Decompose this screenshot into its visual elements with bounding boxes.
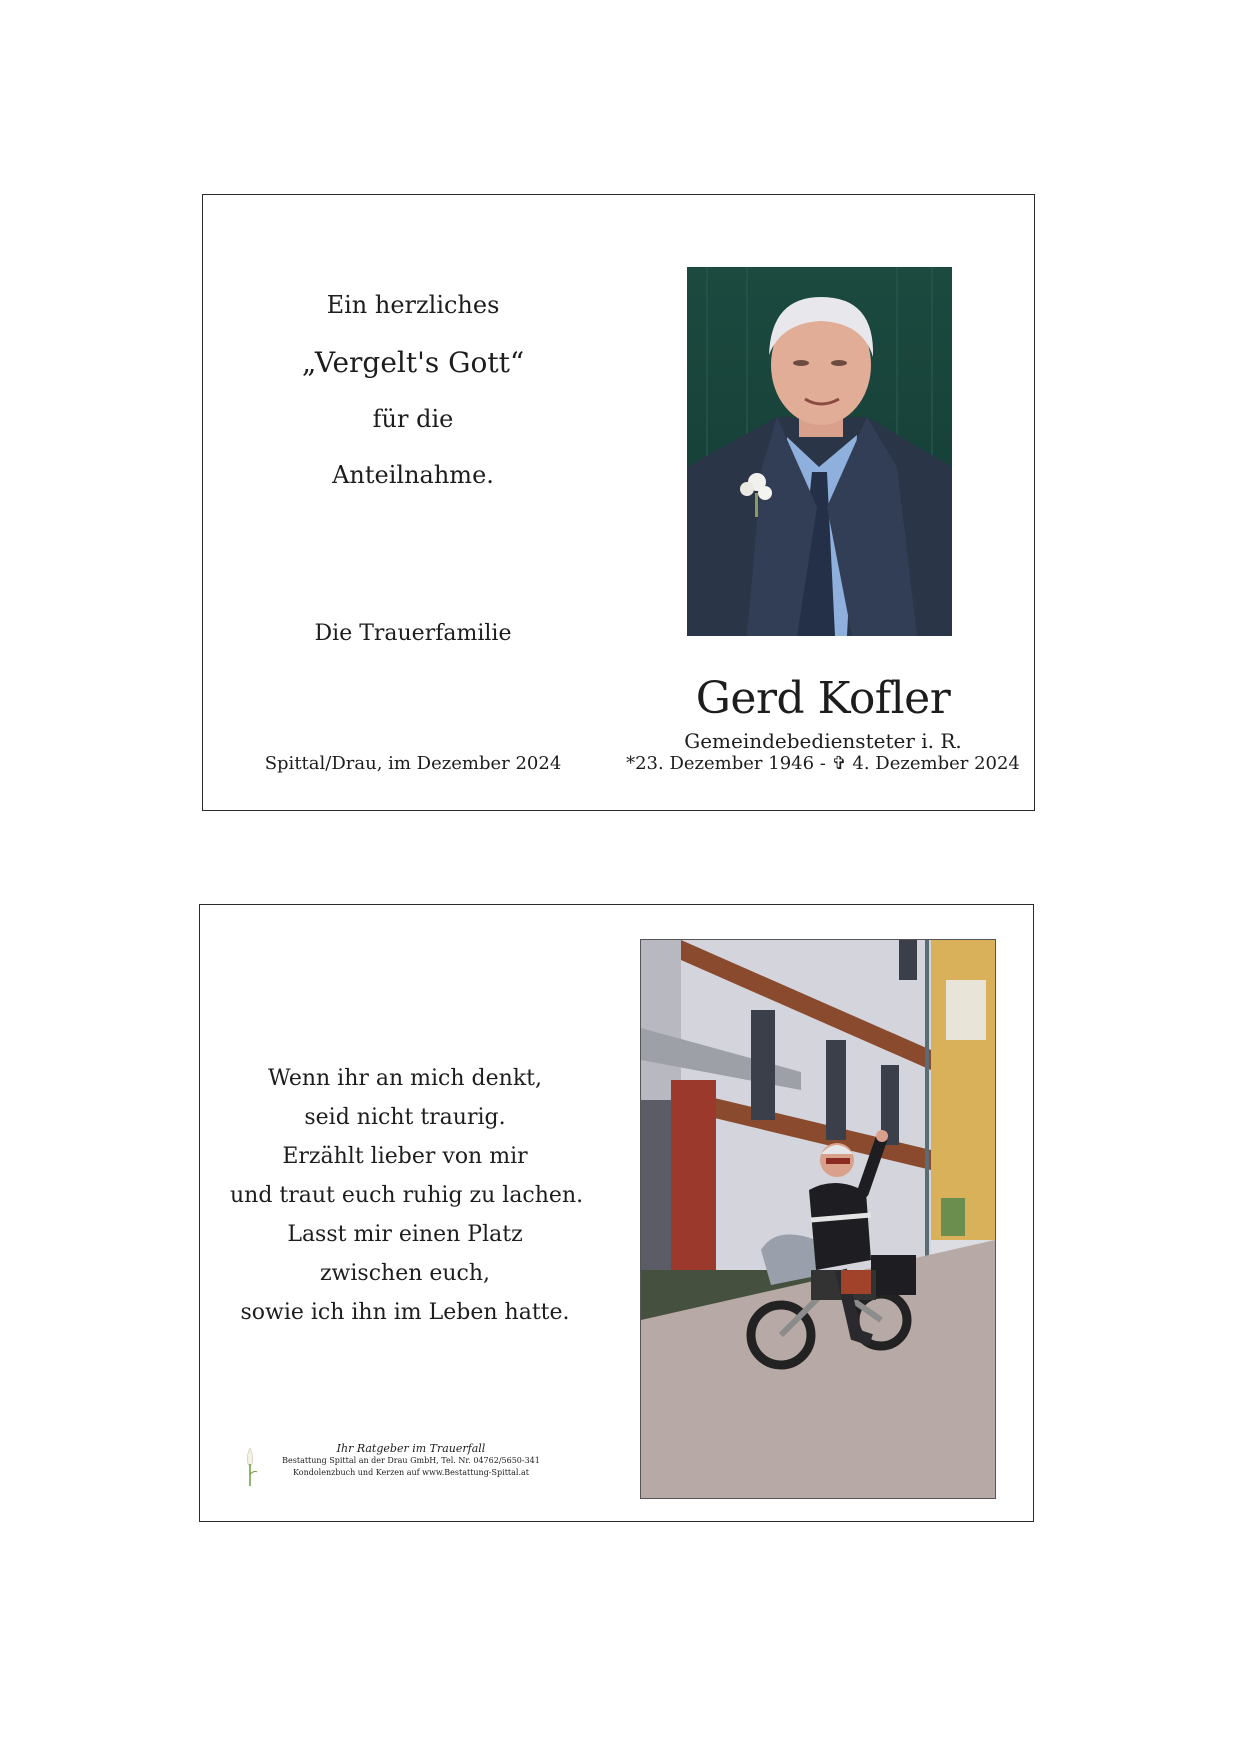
life-dates: *23. Dezember 1946 - ✞ 4. Dezember 2024 [626,753,1020,774]
motorcycle-image [641,940,995,1498]
poem-line-4: und traut euch ruhig zu lachen. [230,1183,584,1208]
poem-line-2: seid nicht traurig. [304,1105,506,1130]
lily-icon [240,1446,260,1488]
motorcycle-photo [640,939,996,1499]
thanks-line-2: „Vergelt's Gott“ [301,346,525,379]
signature-family: Die Trauerfamilie [314,621,512,646]
place-date: Spittal/Drau, im Dezember 2024 [264,753,562,774]
portrait-image [687,267,952,636]
poem-line-3: Erzählt lieber von mir [282,1144,528,1169]
undertaker-contact: Bestattung Spittal an der Drau GmbH, Tel. Nr. 04762/5650-341 [282,1456,540,1465]
thanks-line-4: Anteilnahme. [332,461,494,489]
undertaker-website: Kondolenzbuch und Kerzen auf www.Bestattung-Spittal.at [293,1468,529,1477]
occupation: Gemeindebediensteter i. R. [684,729,962,753]
thanks-line-1: Ein herzliches [326,291,500,319]
poem-line-6: zwischen euch, [319,1261,491,1286]
portrait-photo [687,267,952,636]
poem [230,1059,584,1332]
thanks-line-3: für die [372,405,454,433]
memorial-card [199,904,1034,1522]
poem-line-5: Lasst mir einen Platz [287,1222,523,1247]
poem-line-7: sowie ich ihn im Leben hatte. [240,1300,570,1325]
undertaker-info [240,1442,560,1479]
poem-line-1: Wenn ihr an mich denkt, [268,1066,542,1091]
thank-you-card [202,194,1035,811]
undertaker-slogan: Ihr Ratgeber im Trauerfall [336,1442,486,1455]
deceased-name: Gerd Kofler [695,673,951,724]
